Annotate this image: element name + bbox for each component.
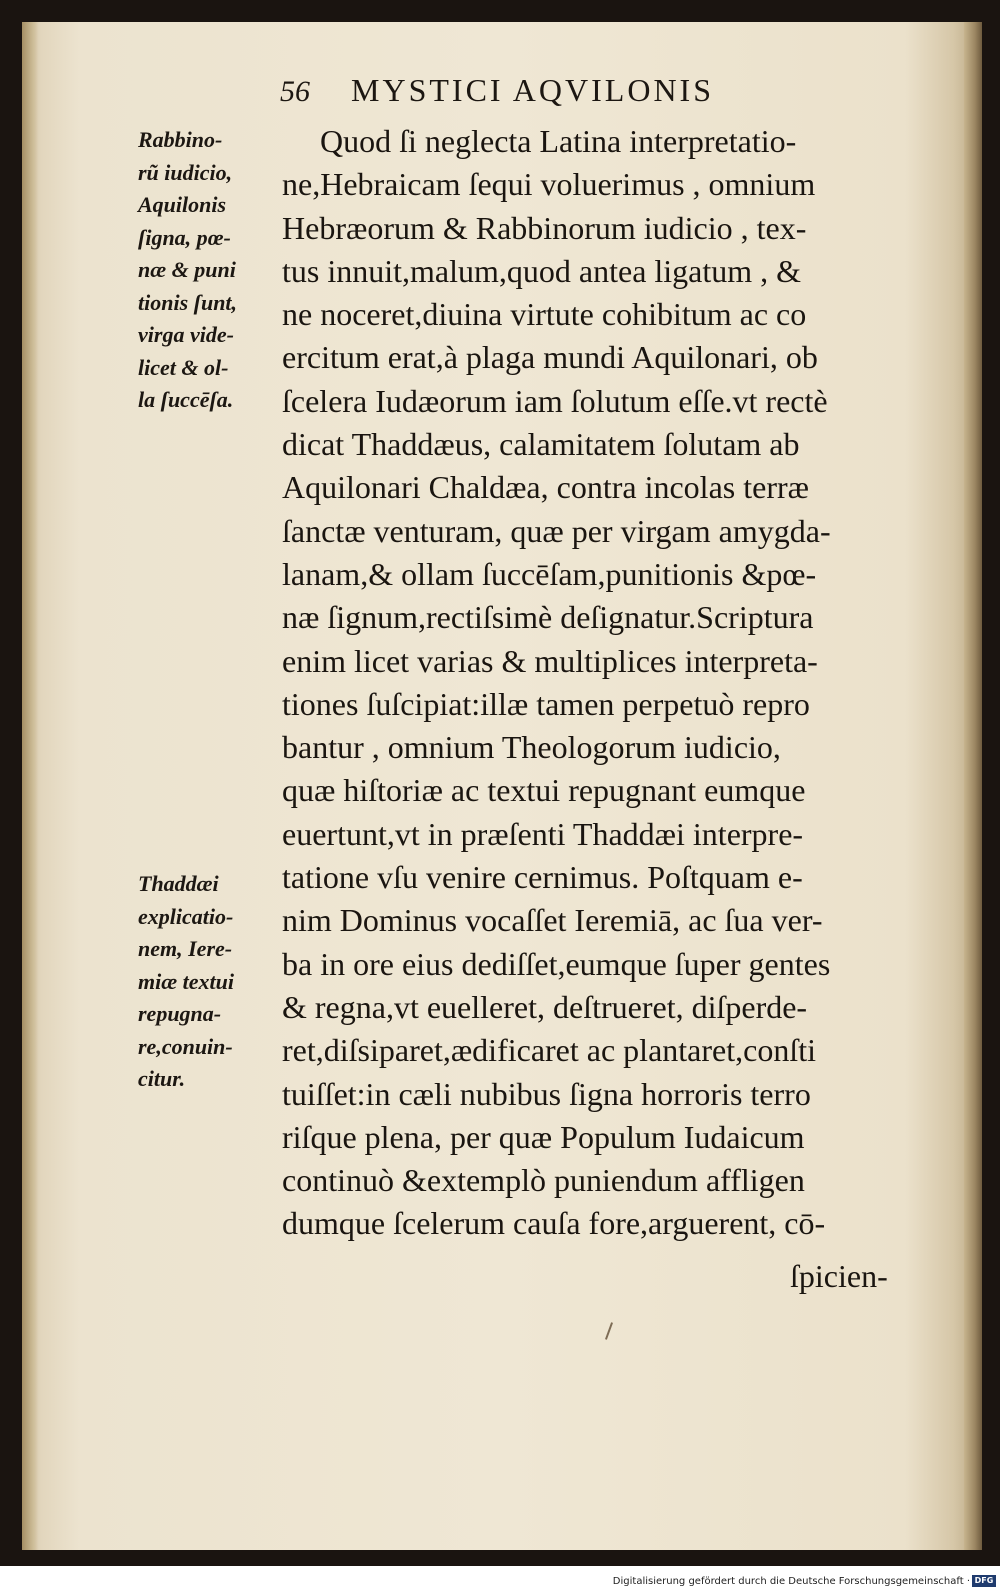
text-line: dumque ſcelerum cauſa fore,arguerent, cō- xyxy=(282,1205,826,1242)
text-line: quæ hiſtoriæ ac textui repugnant eumque xyxy=(282,772,806,809)
digitization-credit: Digitalisierung gefördert durch die Deutsche Forschungsgemeinschaft · xyxy=(612,1576,970,1587)
marginal-line: næ & puni xyxy=(138,257,236,282)
text-line: ba in ore eius dediſſet,eumque ſuper gentes xyxy=(282,945,831,982)
text-line: tus innuit,malum,quod antea ligatum , & xyxy=(282,252,802,289)
text-line: & regna,vt euelleret, deſtrueret, diſperde- xyxy=(282,988,808,1025)
catchword: ſpicien- xyxy=(790,1258,888,1294)
text-line: lanam,& ollam ſuccēſam,punitionis &pœ- xyxy=(282,555,817,592)
marginal-line: tionis ſunt, xyxy=(138,289,238,315)
body-text xyxy=(282,120,922,1246)
marginal-line: nem, Iere- xyxy=(138,936,233,961)
text-line: tuiſſet:in cæli nubibus ſigna horroris terro xyxy=(282,1075,811,1112)
text-line: ercitum erat,à plaga mundi Aquilonari, ob xyxy=(282,339,818,376)
text-line: Hebræorum & Rabbinorum iudicio , tex- xyxy=(282,209,807,246)
marginal-line: repugna- xyxy=(138,1001,222,1026)
text-line: næ ſignum,rectiſsimè deſignatur.Scriptura xyxy=(282,599,814,636)
marginal-line: citur. xyxy=(138,1066,186,1091)
text-line: euertunt,vt in præſenti Thaddæi interpre- xyxy=(282,815,804,852)
text-line: enim licet varias & multiplices interpreta- xyxy=(282,642,818,679)
marginal-line: Rabbino- xyxy=(138,127,223,152)
text-line: riſque plena, per quæ Populum Iudaicum xyxy=(282,1118,805,1155)
text-line: tiones ſuſcipiat:illæ tamen perpetuò repro xyxy=(282,685,810,722)
text-line: nim Dominus vocaſſet Ieremiā, ac ſua ver- xyxy=(282,902,823,939)
text-line: ne noceret,diuina virtute cohibitum ac co xyxy=(282,296,807,333)
marginal-line: rũ iudicio, xyxy=(138,159,233,185)
marginal-line: Thaddæi xyxy=(138,871,219,896)
marginal-line: miæ textui xyxy=(138,968,234,994)
marginal-line: virga vide- xyxy=(138,322,234,347)
marginal-line: licet & ol- xyxy=(138,354,229,380)
text-line: ſcelera Iudæorum iam ſolutum eſſe.vt rectè xyxy=(282,382,828,419)
page-number: 56 xyxy=(280,75,310,108)
page-gutter-shadow xyxy=(22,22,38,1550)
text-line: ſanctæ venturam, quæ per virgam amygda- xyxy=(282,512,831,549)
marginal-line: re,conuin- xyxy=(138,1033,233,1059)
text-line: tatione vſu venire cernimus. Poſtquam e- xyxy=(282,859,803,896)
marginal-note-thaddaei xyxy=(138,868,278,1096)
dfg-logo: DFG xyxy=(972,1575,996,1587)
text-line: ret,diſsiparet,ædificaret ac plantaret,conſti xyxy=(282,1032,816,1069)
text-line: ne,Hebraicam ſequi voluerimus , omnium xyxy=(282,166,816,203)
marginal-line: la ſuccēſa. xyxy=(138,387,234,412)
text-line: Aquilonari Chaldæa, contra incolas terræ xyxy=(282,469,809,506)
marginal-note-rabbinorum xyxy=(138,124,278,417)
marginal-line: Aquilonis xyxy=(138,192,227,217)
marginal-line: ſigna, pœ- xyxy=(138,224,231,250)
text-line: Quod ſi neglecta Latina interpretatio- xyxy=(320,123,797,159)
text-line: continuò &extemplò puniendum affligen xyxy=(282,1162,805,1199)
text-line: bantur , omnium Theologorum iudicio, xyxy=(282,729,781,766)
page-edge xyxy=(964,22,982,1550)
running-head xyxy=(280,72,840,109)
running-title: MYSTICI AQVILONIS xyxy=(351,72,714,108)
text-line: dicat Thaddæus, calamitatem ſolutam ab xyxy=(282,426,800,463)
marginal-line: explicatio- xyxy=(138,903,234,929)
